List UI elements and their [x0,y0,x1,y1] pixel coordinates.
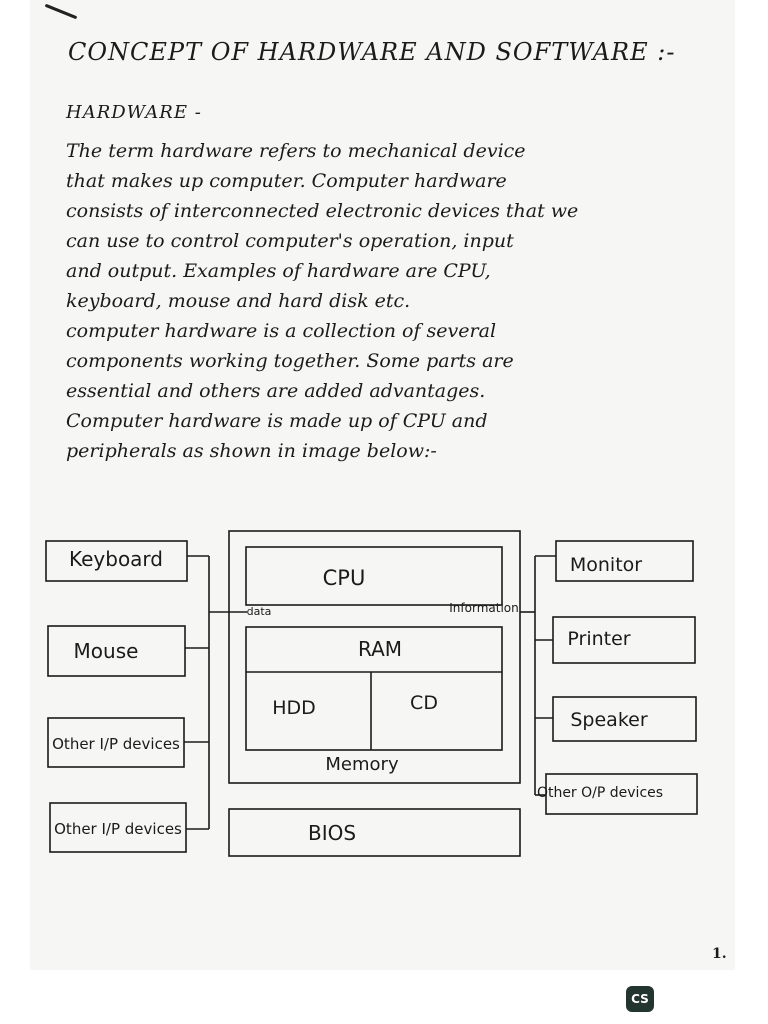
hdd-label: HDD [272,697,316,719]
page-number: 1. [712,946,727,962]
paragraph-line: The term hardware refers to mechanical device [66,140,526,162]
paragraph-line: essential and others are added advantages. [66,380,486,402]
cpu-label: CPU [322,566,366,590]
ram-label: RAM [357,637,403,661]
paragraph-line: components working together. Some parts are [66,350,514,372]
page-title: CONCEPT OF HARDWARE AND SOFTWARE :- [68,38,676,66]
paragraph-line: keyboard, mouse and hard disk etc. [66,290,411,312]
paragraph-line: Computer hardware is made up of CPU and [66,410,488,432]
other-output-label: Other O/P devices [536,785,664,801]
paragraph-line: consists of interconnected electronic devices that we [66,200,579,222]
bios-label: BIOS [307,821,357,845]
other-input-label-1: Other I/P devices [52,735,180,753]
cpu-box [246,547,502,605]
paragraph-line: peripherals as shown in image below:- [66,440,437,462]
bios-box [229,809,520,856]
other-input-label-2: Other I/P devices [54,820,182,838]
section-heading: HARDWARE - [66,102,202,123]
data-flow-label: data [246,605,272,618]
cd-label: CD [410,692,438,714]
scanner-logo-icon: CS [626,986,654,1012]
paragraph-line: can use to control computer's operation, input [66,230,514,252]
information-flow-label: Information [449,601,519,615]
paragraph-line: and output. Examples of hardware are CPU, [66,260,491,282]
paragraph-line: computer hardware is a collection of several [66,320,497,342]
monitor-label: Monitor [569,554,643,576]
memory-label: Memory [325,754,399,775]
keyboard-label: Keyboard [68,547,164,571]
printer-label: Printer [567,628,631,650]
mouse-label: Mouse [73,639,139,663]
speaker-label: Speaker [570,709,648,731]
paragraph-line: that makes up computer. Computer hardware [66,170,507,192]
